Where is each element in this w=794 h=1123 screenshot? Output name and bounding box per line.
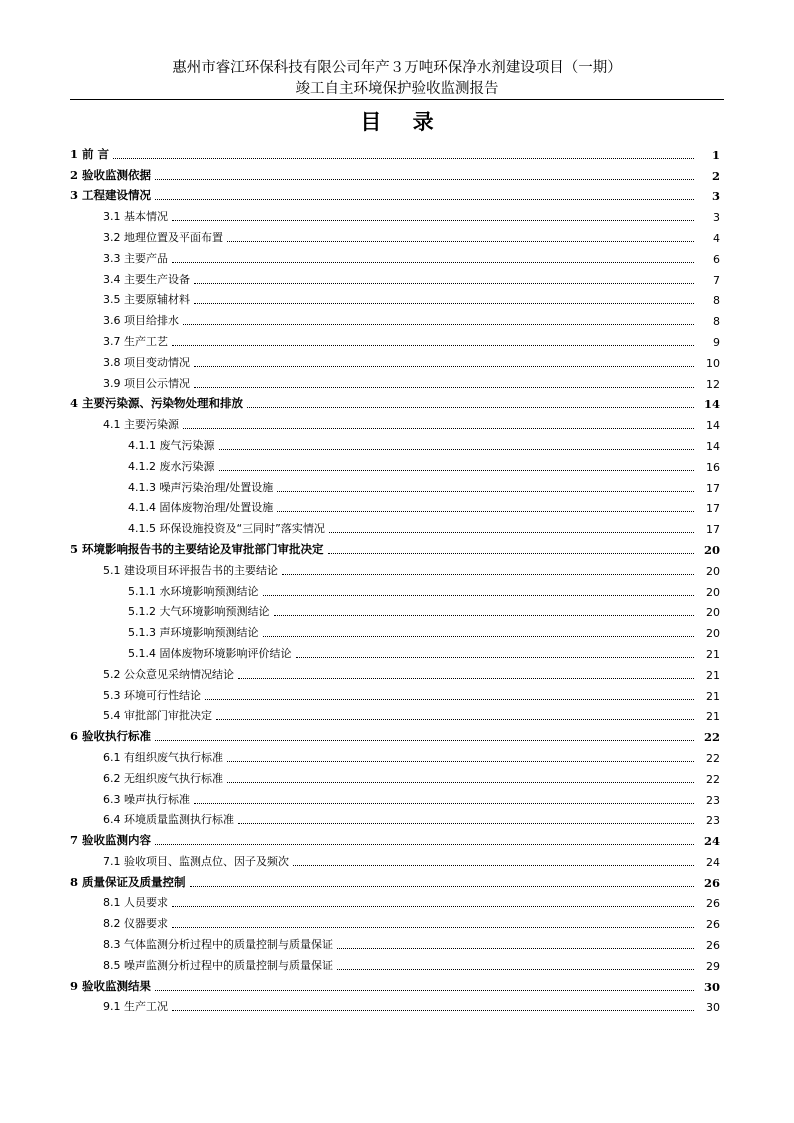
- toc-leader-dots: [155, 844, 694, 845]
- toc-entry-label: 6.4 环境质量监测执行标准: [103, 813, 234, 827]
- toc-entry-label: 4.1.5 环保设施投资及“三同时”落实情况: [128, 522, 325, 536]
- toc-entry-label: 5.1.2 大气环境影响预测结论: [128, 605, 270, 619]
- toc-leader-dots: [172, 927, 694, 928]
- toc-leader-dots: [194, 387, 694, 388]
- toc-entry-page: 26: [706, 918, 720, 932]
- toc-leader-dots: [172, 220, 694, 221]
- toc-entry[interactable]: [70, 892, 720, 913]
- toc-entry-page: 6: [713, 252, 720, 266]
- toc-entry-page: 9: [713, 335, 720, 349]
- toc-entry-page: 8: [713, 294, 720, 308]
- toc-entry[interactable]: [70, 601, 720, 622]
- toc-entry-label: 4.1.3 噪声污染治理/处置设施: [128, 480, 274, 494]
- toc-entry[interactable]: [70, 725, 720, 746]
- toc-entry-label: 8.2 仪器要求: [103, 917, 168, 931]
- toc-entry[interactable]: [70, 372, 720, 393]
- toc-leader-dots: [216, 719, 694, 720]
- toc-entry-label: 9 验收监测结果: [70, 978, 152, 993]
- toc-entry-label: 5.3 环境可行性结论: [103, 688, 201, 702]
- toc-entry-page: 20: [703, 542, 720, 557]
- header-divider: [70, 99, 724, 100]
- toc-entry[interactable]: [70, 642, 720, 663]
- toc-entry[interactable]: [70, 330, 720, 351]
- toc-entry-label: 8.3 气体监测分析过程中的质量控制与质量保证: [103, 938, 333, 952]
- toc-leader-dots: [263, 636, 695, 637]
- toc-entry[interactable]: [70, 164, 720, 185]
- toc-leader-dots: [155, 990, 694, 991]
- toc-entry[interactable]: [70, 247, 720, 268]
- report-title-line-2: 竣工自主环境保护验收监测报告: [295, 81, 499, 97]
- toc-entry-page: 29: [706, 959, 720, 973]
- toc-leader-dots: [227, 782, 694, 783]
- toc-entry-label: 3.3 主要产品: [103, 251, 168, 265]
- toc-entry-page: 24: [703, 834, 720, 849]
- toc-entry[interactable]: [70, 705, 720, 726]
- toc-entry-label: 5.1.1 水环境影响预测结论: [128, 584, 259, 598]
- toc-entry-label: 3.8 项目变动情况: [103, 355, 190, 369]
- toc-entry-page: 20: [706, 627, 720, 641]
- toc-entry-page: 14: [706, 419, 720, 433]
- toc-leader-dots: [183, 428, 694, 429]
- toc-leader-dots: [190, 886, 694, 887]
- toc-entry-label: 5.4 审批部门审批决定: [103, 709, 212, 723]
- toc-entry[interactable]: [70, 309, 720, 330]
- toc-entry-page: 22: [703, 730, 720, 745]
- toc-entry-page: 23: [706, 814, 720, 828]
- toc-leader-dots: [172, 262, 694, 263]
- toc-entry-page: 7: [713, 273, 720, 287]
- toc-entry[interactable]: [70, 226, 720, 247]
- toc-leader-dots: [263, 595, 695, 596]
- toc-leader-dots: [247, 407, 694, 408]
- toc-entry-label: 5 环境影响报告书的主要结论及审批部门审批决定: [70, 541, 324, 556]
- toc-entry-page: 26: [703, 875, 720, 890]
- toc-entry-label: 4.1.4 固体废物治理/处置设施: [128, 501, 274, 515]
- toc-entry-label: 6.1 有组织废气执行标准: [103, 750, 223, 764]
- toc-entry[interactable]: [70, 434, 720, 455]
- toc-entry-page: 17: [706, 523, 720, 537]
- toc-entry-page: 26: [706, 897, 720, 911]
- toc-entry[interactable]: [70, 871, 720, 892]
- toc-entry-page: 14: [703, 397, 720, 412]
- toc-entry[interactable]: [70, 684, 720, 705]
- toc-entry-label: 3.7 生产工艺: [103, 334, 168, 348]
- toc-entry[interactable]: [70, 829, 720, 850]
- toc-leader-dots: [293, 865, 694, 866]
- toc-entry-label: 2 验收监测依据: [70, 167, 152, 182]
- toc-entry-label: 9.1 生产工况: [103, 1000, 168, 1014]
- toc-leader-dots: [194, 803, 694, 804]
- toc-entry[interactable]: [70, 996, 720, 1017]
- toc-entry[interactable]: [70, 205, 720, 226]
- toc-entry[interactable]: [70, 143, 720, 164]
- toc-entry[interactable]: [70, 185, 720, 206]
- toc-entry-page: 21: [706, 710, 720, 724]
- toc-entry[interactable]: [70, 933, 720, 954]
- toc-entry[interactable]: [70, 517, 720, 538]
- toc-entry-page: 10: [706, 356, 720, 370]
- toc-entry[interactable]: [70, 413, 720, 434]
- toc-entry-page: 21: [706, 668, 720, 682]
- toc-entry[interactable]: [70, 663, 720, 684]
- toc-entry[interactable]: [70, 912, 720, 933]
- toc-entry[interactable]: [70, 954, 720, 975]
- toc-entry-page: 30: [703, 979, 720, 994]
- toc-entry-label: 4.1 主要污染源: [103, 418, 179, 432]
- toc-entry-page: 16: [706, 460, 720, 474]
- toc-heading: 目 录: [360, 110, 446, 134]
- toc-leader-dots: [238, 678, 694, 679]
- toc-leader-dots: [219, 449, 695, 450]
- toc-entry-page: 21: [706, 689, 720, 703]
- toc-leader-dots: [238, 823, 694, 824]
- toc-entry-label: 3.6 项目给排水: [103, 314, 179, 328]
- toc-entry-page: 4: [713, 231, 720, 245]
- toc-entry-label: 4.1.2 废水污染源: [128, 459, 215, 473]
- toc-leader-dots: [183, 324, 694, 325]
- toc-entry[interactable]: [70, 497, 720, 518]
- toc-leader-dots: [227, 761, 694, 762]
- toc-entry-label: 3.9 项目公示情况: [103, 376, 190, 390]
- toc-leader-dots: [155, 199, 694, 200]
- toc-leader-dots: [155, 740, 694, 741]
- toc-entry-page: 20: [706, 606, 720, 620]
- toc-leader-dots: [219, 470, 695, 471]
- toc-entry-page: 20: [706, 564, 720, 578]
- toc-entry-label: 3 工程建设情况: [70, 188, 152, 203]
- toc-entry-page: 20: [706, 585, 720, 599]
- toc-entry-label: 4 主要污染源、污染物处理和排放: [70, 396, 244, 411]
- toc-leader-dots: [277, 511, 694, 512]
- toc-entry[interactable]: [70, 538, 720, 559]
- toc-entry[interactable]: [70, 621, 720, 642]
- toc-leader-dots: [227, 241, 694, 242]
- toc-leader-dots: [274, 615, 695, 616]
- toc-entry-label: 3.1 基本情况: [103, 210, 168, 224]
- toc-leader-dots: [328, 553, 694, 554]
- toc-entry-page: 22: [706, 772, 720, 786]
- toc-entry[interactable]: [70, 559, 720, 580]
- toc-entry-label: 8.1 人员要求: [103, 896, 168, 910]
- toc-leader-dots: [277, 491, 694, 492]
- toc-leader-dots: [172, 345, 694, 346]
- toc-leader-dots: [337, 948, 694, 949]
- toc-leader-dots: [172, 1010, 694, 1011]
- toc-leader-dots: [194, 366, 694, 367]
- toc-entry[interactable]: [70, 351, 720, 372]
- toc-leader-dots: [337, 969, 694, 970]
- toc-leader-dots: [113, 158, 694, 159]
- toc-entry-page: 1: [711, 147, 720, 162]
- toc-entry-page: 30: [706, 1001, 720, 1015]
- toc-entry-page: 12: [706, 377, 720, 391]
- toc-entry-label: 5.1.4 固体废物环境影响评价结论: [128, 646, 292, 660]
- toc-entry-page: 3: [713, 211, 720, 225]
- toc-entry-label: 4.1.1 废气污染源: [128, 438, 215, 452]
- toc-entry-page: 2: [711, 168, 720, 183]
- toc-entry-label: 6.3 噪声执行标准: [103, 792, 190, 806]
- toc-entry-page: 3: [711, 189, 720, 204]
- table-of-contents: [70, 143, 720, 1016]
- toc-entry[interactable]: [70, 289, 720, 310]
- toc-entry[interactable]: [70, 788, 720, 809]
- toc-entry[interactable]: [70, 268, 720, 289]
- toc-entry[interactable]: [70, 746, 720, 767]
- toc-entry-label: 1 前 言: [70, 146, 110, 161]
- toc-entry-label: 7 验收监测内容: [70, 833, 152, 848]
- toc-entry-page: 17: [706, 502, 720, 516]
- toc-entry-label: 7.1 验收项目、监测点位、因子及频次: [103, 854, 289, 868]
- toc-entry-page: 23: [706, 793, 720, 807]
- toc-entry-page: 21: [706, 647, 720, 661]
- toc-entry[interactable]: [70, 476, 720, 497]
- toc-entry-page: 17: [706, 481, 720, 495]
- toc-entry[interactable]: [70, 850, 720, 871]
- toc-entry-page: 14: [706, 439, 720, 453]
- toc-entry-page: 22: [706, 751, 720, 765]
- toc-entry[interactable]: [70, 580, 720, 601]
- toc-leader-dots: [296, 657, 695, 658]
- toc-entry-label: 8 质量保证及质量控制: [70, 874, 186, 889]
- toc-entry[interactable]: [70, 455, 720, 476]
- toc-leader-dots: [194, 283, 694, 284]
- toc-entry-label: 5.2 公众意见采纳情况结论: [103, 667, 234, 681]
- toc-leader-dots: [172, 906, 694, 907]
- toc-leader-dots: [194, 303, 694, 304]
- toc-leader-dots: [329, 532, 694, 533]
- toc-leader-dots: [282, 574, 694, 575]
- toc-entry-page: 24: [706, 855, 720, 869]
- toc-entry-label: 6 验收执行标准: [70, 729, 152, 744]
- toc-entry[interactable]: [70, 975, 720, 996]
- toc-leader-dots: [205, 699, 694, 700]
- toc-entry-label: 6.2 无组织废气执行标准: [103, 771, 223, 785]
- report-header: [70, 58, 724, 100]
- report-title-line-1: 惠州市睿江环保科技有限公司年产３万吨环保净水剂建设项目（一期）: [172, 60, 622, 76]
- toc-entry[interactable]: [70, 393, 720, 414]
- toc-entry[interactable]: [70, 767, 720, 788]
- toc-entry-label: 3.5 主要原辅材料: [103, 293, 190, 307]
- toc-entry-page: 26: [706, 939, 720, 953]
- toc-entry-label: 3.2 地理位置及平面布置: [103, 230, 223, 244]
- toc-entry-label: 8.5 噪声监测分析过程中的质量控制与质量保证: [103, 958, 333, 972]
- toc-leader-dots: [155, 179, 694, 180]
- toc-entry-label: 5.1.3 声环境影响预测结论: [128, 626, 259, 640]
- toc-entry-label: 3.4 主要生产设备: [103, 272, 190, 286]
- toc-entry-page: 8: [713, 315, 720, 329]
- toc-entry[interactable]: [70, 809, 720, 830]
- toc-entry-label: 5.1 建设项目环评报告书的主要结论: [103, 563, 278, 577]
